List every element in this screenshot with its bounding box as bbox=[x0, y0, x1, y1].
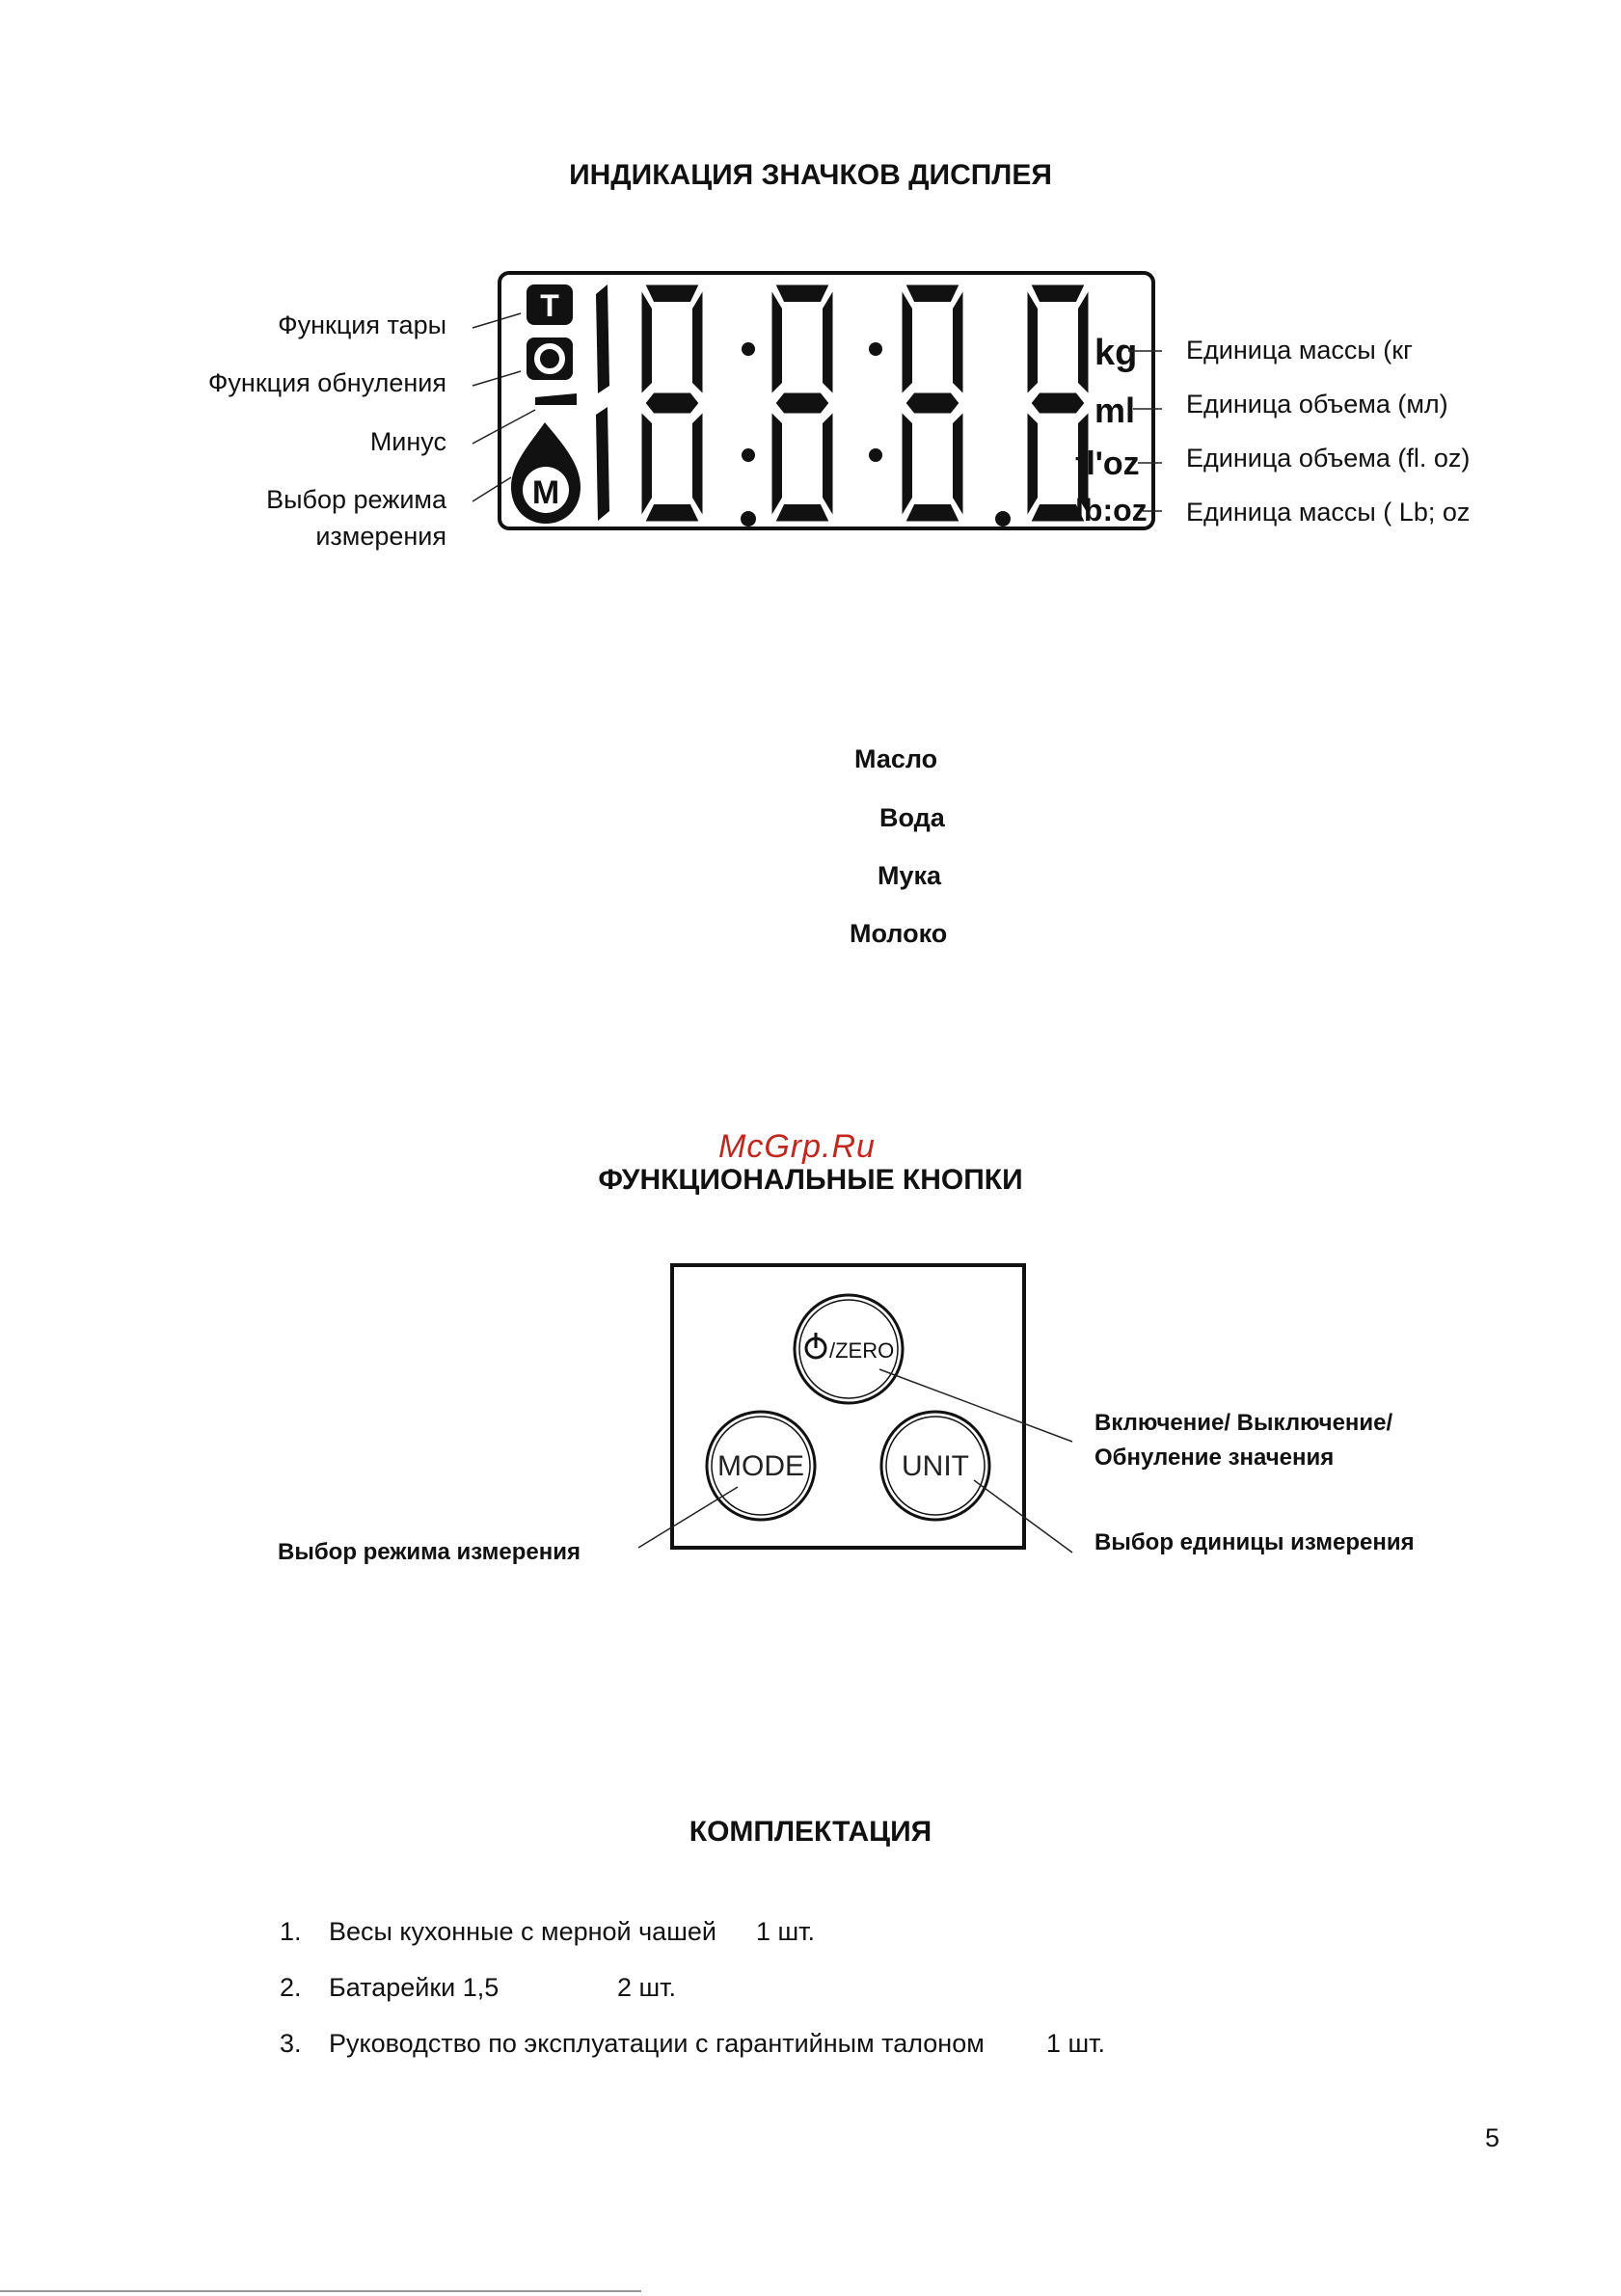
unit-kg: kg bbox=[1094, 333, 1138, 373]
unit-floz: fl'oz bbox=[1075, 446, 1140, 482]
list-item-qty: 1 шт. bbox=[756, 1917, 816, 1946]
unit-lboz: lb:oz bbox=[1075, 493, 1148, 527]
lcd-display-diagram bbox=[0, 0, 1621, 675]
label-unit-ml: Единица объема (мл) bbox=[1186, 390, 1448, 419]
label-zero: Функция обнуления bbox=[207, 368, 446, 397]
unit-ml: ml bbox=[1094, 391, 1136, 430]
label-unit-lboz: Единица массы ( Lb; oz bbox=[1186, 498, 1471, 527]
zero-icon bbox=[527, 338, 573, 380]
buttons-section-title: ФУНКЦИОНАЛЬНЫЕ КНОПКИ bbox=[598, 1164, 1023, 1196]
list-item-qty: 2 шт. bbox=[617, 1973, 677, 2002]
display-section-title: ИНДИКАЦИЯ ЗНАЧКОВ ДИСПЛЕЯ bbox=[569, 159, 1052, 191]
svg-text:/ZERO: /ZERO bbox=[829, 1338, 895, 1363]
list-item-text: Руководство по эксплуатации с гарантийным талоном bbox=[329, 2029, 985, 2058]
watermark: McGrp.Ru bbox=[718, 1128, 876, 1165]
power-zero-button[interactable] bbox=[795, 1295, 903, 1403]
page-number: 5 bbox=[1485, 2123, 1500, 2152]
minus-icon bbox=[535, 393, 577, 405]
svg-text:MODE: MODE bbox=[717, 1450, 804, 1482]
list-item-number: 1. bbox=[280, 1917, 302, 1946]
mode-button-label: Выбор режима измерения bbox=[278, 1539, 581, 1565]
label-unit-kg: Единица массы (кг bbox=[1186, 336, 1413, 365]
list-item-text: Батарейки 1,5 bbox=[329, 1973, 500, 2002]
power-zero-label-line2: Обнуление значения bbox=[1094, 1445, 1335, 1471]
bottom-rule bbox=[0, 2290, 641, 2292]
list-item-number: 2. bbox=[280, 1973, 302, 2002]
svg-text:UNIT: UNIT bbox=[902, 1450, 969, 1482]
unit-button-label: Выбор единицы измерения bbox=[1094, 1529, 1415, 1555]
list-item-text: Весы кухонные с мерной чашей bbox=[329, 1917, 716, 1946]
power-zero-label-line1: Включение/ Выключение/ bbox=[1094, 1410, 1393, 1436]
unit-button[interactable] bbox=[881, 1412, 989, 1520]
label-unit-floz: Единица объема (fl. oz) bbox=[1186, 444, 1471, 473]
mode-item: Мука bbox=[878, 861, 942, 890]
mode-drop-icon bbox=[511, 422, 581, 524]
mode-item: Вода bbox=[879, 803, 945, 832]
label-mode-line1: Выбор режима bbox=[266, 485, 446, 514]
tare-icon bbox=[527, 284, 573, 325]
list-item-qty: 1 шт. bbox=[1046, 2029, 1106, 2058]
mode-item: Молоко bbox=[850, 919, 948, 948]
label-mode-line2: измерения bbox=[315, 522, 446, 551]
list-item-number: 3. bbox=[280, 2029, 302, 2058]
label-tare: Функция тары bbox=[278, 311, 446, 339]
mode-button[interactable] bbox=[707, 1412, 815, 1520]
label-minus: Минус bbox=[369, 427, 446, 456]
package-section-title: КОМПЛЕКТАЦИЯ bbox=[689, 1816, 932, 1848]
mode-item: Масло bbox=[854, 744, 938, 773]
svg-text:T: T bbox=[540, 288, 559, 323]
svg-text:M: M bbox=[531, 474, 560, 511]
